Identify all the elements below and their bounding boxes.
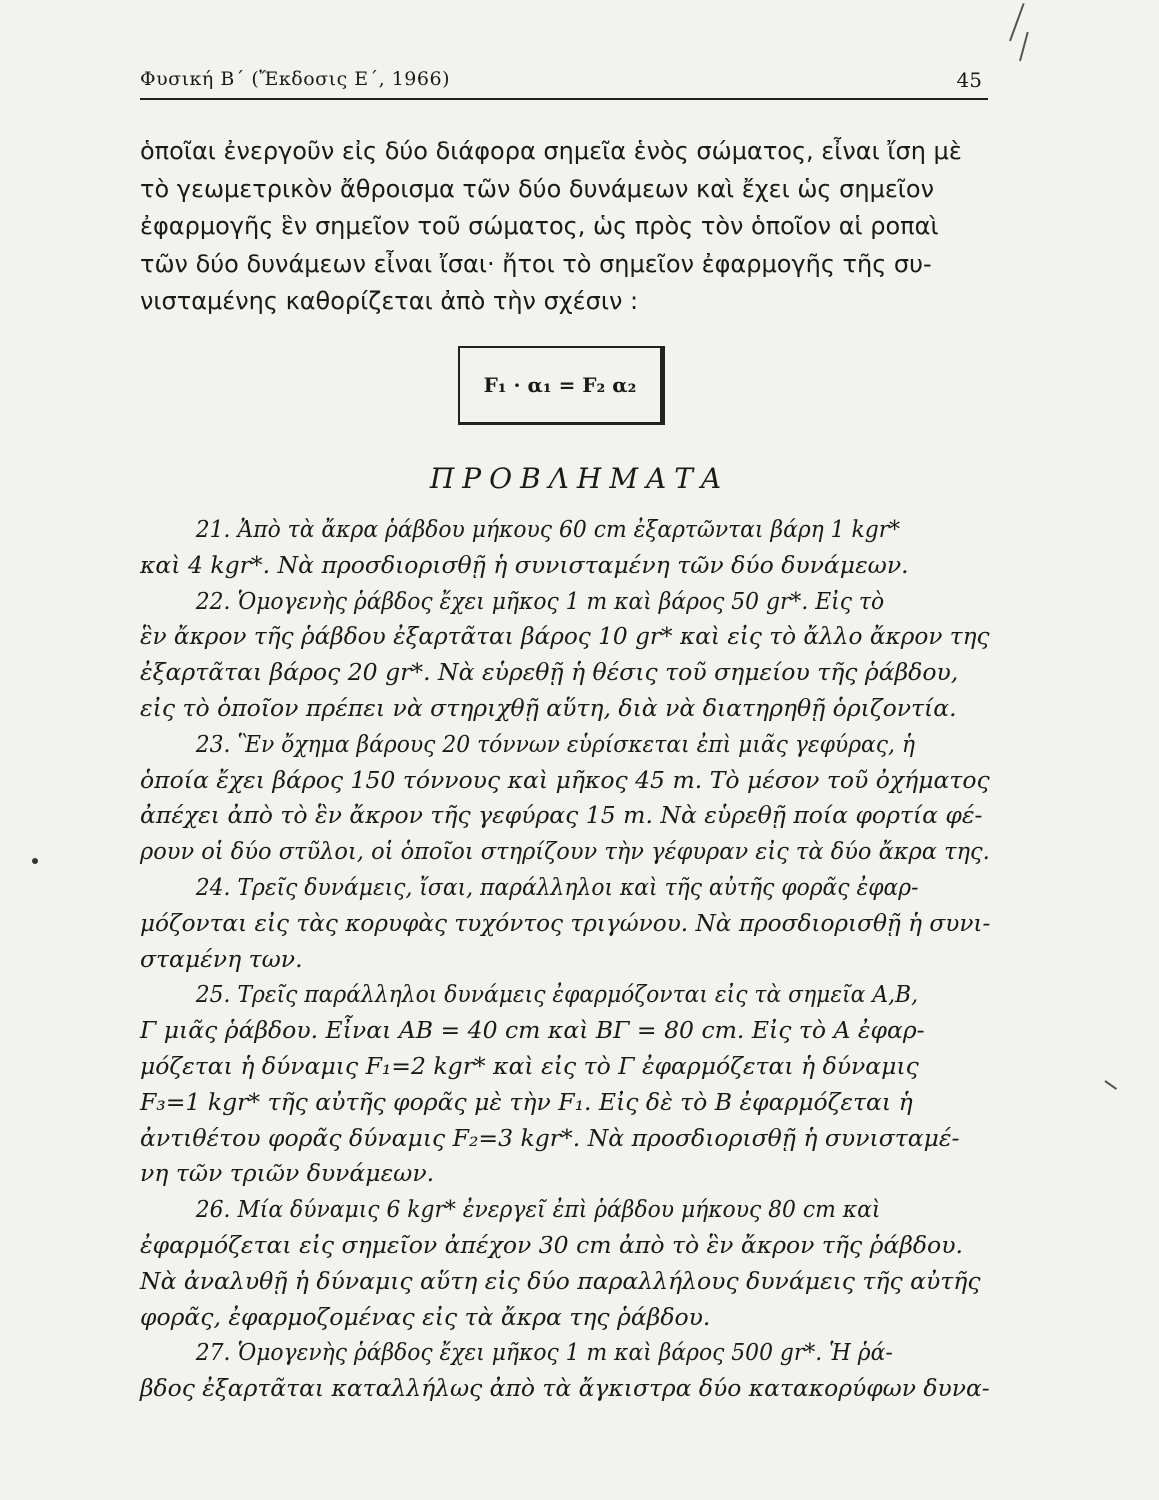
text-line: εἰς τὸ ὁποῖον πρέπει νὰ στηριχθῇ αὕτη, διὰ νὰ διατηρηθῇ ὁριζοντία.	[140, 693, 957, 722]
text-line: φορᾶς, ἐφαρμοζομένας εἰς τὰ ἄκρα της ῥάβδου.	[140, 1302, 711, 1331]
page-header	[140, 62, 988, 100]
text-line: 24. Τρεῖς δυνάμεις, ἴσαι, παράλληλοι καὶ τῆς αὐτῆς φορᾶς ἐφαρ-	[195, 872, 919, 901]
ink-dot	[32, 858, 38, 864]
text-line: σταμένη των.	[140, 944, 303, 973]
pen-stroke	[1104, 1080, 1117, 1090]
text-line: ἐφαρμόζεται εἰς σημεῖον ἀπέχον 30 cm ἀπὸ τὸ ἓν ἄκρον τῆς ῥάβδου.	[140, 1230, 963, 1259]
text-line: 22. Ὁμογενὴς ῥάβδος ἔχει μῆκος 1 m καὶ βάρος 50 gr*. Εἰς τὸ	[195, 586, 885, 615]
text-line: 25. Τρεῖς παράλληλοι δυνάμεις ἐφαρμόζονται εἰς τὰ σημεῖα Α,Β,	[195, 980, 919, 1009]
text-line: τὸ γεωμετρικὸν ἄθροισμα τῶν δύο δυνάμεων καὶ ἔχει ὡς σημεῖον	[140, 174, 935, 203]
text-line: ἐξαρτᾶται βάρος 20 gr*. Νὰ εὑρεθῇ ἡ θέσις τοῦ σημείου τῆς ῥάβδου,	[140, 658, 959, 687]
text-line: τῶν δύο δυνάμεων εἶναι ἴσαι· ἤτοι τὸ σημεῖον ἐφαρμογῆς τῆς συ-	[140, 249, 932, 278]
problem-22	[140, 584, 990, 727]
text-line: μόζονται εἰς τὰς κορυφὰς τυχόντος τριγώνου. Νὰ προσδιορισθῇ ἡ συνι-	[140, 908, 991, 937]
text-line: ρουν οἱ δύο στῦλοι, οἱ ὁποῖοι στηρίζουν τὴν γέφυραν εἰς τὰ δύο ἄκρα της.	[140, 837, 990, 866]
text-line: ὁποῖαι ἐνεργοῦν εἰς δύο διάφορα σημεῖα ἑνὸς σώματος, εἶναι ἴση μὲ	[140, 137, 962, 165]
text-line: ὁποία ἔχει βάρος 150 τόννους καὶ μῆκος 45 m. Τὸ μέσον τοῦ ὀχήματος	[140, 765, 990, 794]
text-line: βδος ἐξαρτᾶται καταλλήλως ἀπὸ τὰ ἄγκιστρα δύο κατακορύφων δυνα-	[140, 1374, 990, 1403]
text-line: καὶ 4 kgr*. Νὰ προσδιορισθῇ ἡ συνισταμένη τῶν δύο δυνάμεων.	[140, 550, 909, 579]
problem-27	[140, 1335, 990, 1407]
text-line: ἀπέχει ἀπὸ τὸ ἓν ἄκρον τῆς γεφύρας 15 m. Νὰ εὑρεθῇ ποία φορτία φέ-	[140, 801, 983, 830]
text-line: 26. Μία δύναμις 6 kgr* ἐνεργεῖ ἐπὶ ῥάβδου μήκους 80 cm καὶ	[195, 1195, 881, 1224]
pen-stroke	[1009, 3, 1025, 41]
text-line: ἀντιθέτου φορᾶς δύναμις F₂=3 kgr*. Νὰ προσδιορισθῇ ἡ συνισταμέ-	[140, 1123, 960, 1152]
running-title: Φυσική Β΄ (Ἔκδοσις Ε΄, 1966)	[140, 68, 450, 90]
intro-paragraph	[140, 133, 990, 321]
problem-21	[140, 512, 990, 584]
text-line: Γ μιᾶς ῥάβδου. Εἶναι ΑΒ = 40 cm καὶ ΒΓ = 80 cm. Εἰς τὸ Α ἐφαρ-	[140, 1016, 925, 1045]
problem-23	[140, 727, 990, 870]
page-number: 45	[956, 68, 982, 92]
text-line: 21. Ἀπὸ τὰ ἄκρα ῥάβδου μήκους 60 cm ἐξαρτῶνται βάρη 1 kgr*	[195, 515, 901, 543]
moment-formula: F₁ · α₁ = F₂ α₂	[483, 373, 637, 397]
problem-26	[140, 1192, 990, 1335]
text-line: F₃=1 kgr* τῆς αὐτῆς φορᾶς μὲ τὴν F₁. Εἰς δὲ τὸ Β ἐφαρμόζεται ἡ	[140, 1087, 913, 1116]
text-line: μόζεται ἡ δύναμις F₁=2 kgr* καὶ εἰς τὸ Γ ἐφαρμόζεται ἡ δύναμις	[140, 1051, 919, 1080]
text-line: ἐφαρμογῆς ἓν σημεῖον τοῦ σώματος, ὡς πρὸς τὸν ὁποῖον αἱ ροπαὶ	[140, 212, 939, 240]
text-line: νισταμένης καθορίζεται ἀπὸ τὴν σχέσιν :	[140, 287, 639, 315]
text-line: Νὰ ἀναλυθῇ ἡ δύναμις αὕτη εἰς δύο παραλλήλους δυνάμεις τῆς αὐτῆς	[140, 1266, 981, 1295]
text-line: ἓν ἄκρον τῆς ῥάβδου ἐξαρτᾶται βάρος 10 gr* καὶ εἰς τὸ ἄλλο ἄκρον της	[140, 622, 990, 651]
text-line: νη τῶν τριῶν δυνάμεων.	[140, 1159, 435, 1188]
problem-25	[140, 977, 990, 1192]
moment-formula-box	[458, 346, 665, 425]
problems-list	[140, 512, 990, 1407]
problem-24	[140, 870, 990, 977]
text-line: 23. Ἓν ὄχημα βάρους 20 τόννων εὑρίσκεται ἐπὶ μιᾶς γεφύρας, ἡ	[195, 729, 915, 758]
section-title: ΠΡΟΒΛΗΜΑΤΑ	[429, 462, 730, 495]
pen-stroke	[1019, 32, 1029, 61]
text-line: 27. Ὁμογενὴς ῥάβδος ἔχει μῆκος 1 m καὶ βάρος 500 gr*. Ἡ ῥά-	[195, 1338, 893, 1367]
